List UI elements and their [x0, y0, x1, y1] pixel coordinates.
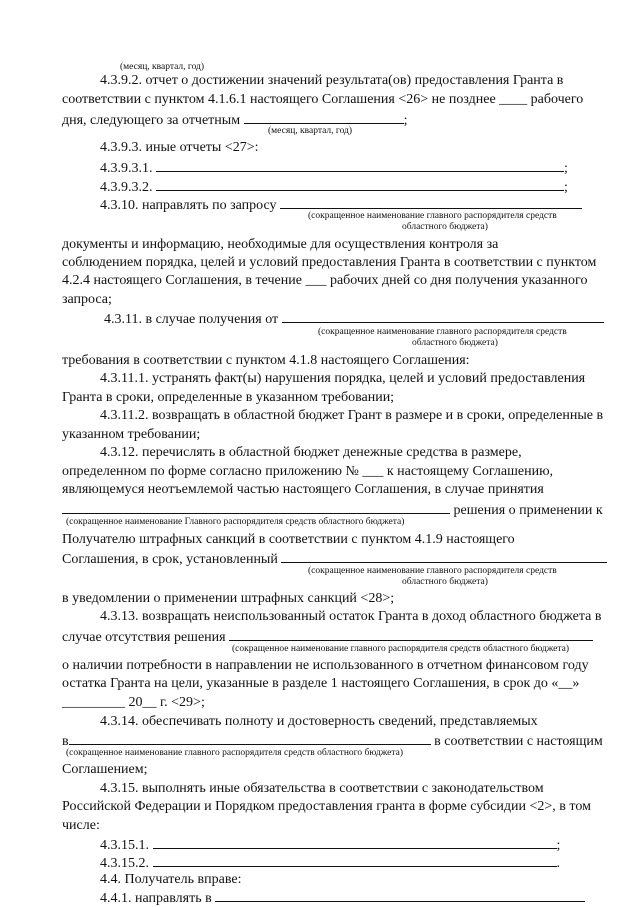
clause-4392-line1: 4.3.9.2. отчет о достижении значений результата(ов) предоставления Гранта в — [100, 73, 564, 88]
caption-gr-full3: (сокращенное наименование главного распорядителя средств областного бюджета) — [66, 748, 404, 758]
clause-4313-line3: о наличии потребности в направлении не использованного в отчетном финансовом году — [62, 658, 589, 673]
clause-4312-line7: в уведомлении о применении штрафных санкций <28>; — [62, 591, 395, 606]
blank-line — [282, 309, 604, 323]
semicolon: ; — [564, 161, 568, 176]
blank-line — [69, 731, 431, 745]
clause-43931 — [100, 158, 568, 177]
clause-43931-label: 4.3.9.3.1. — [100, 161, 153, 176]
clause-4310-line2: документы и информацию, необходимые для осуществления контроля за — [62, 237, 499, 252]
clause-43112-line2: указанном требовании; — [62, 427, 201, 442]
semicolon: ; — [403, 113, 408, 128]
clause-4312-line2: определенном по форме согласно приложению № ___ к настоящему Соглашению, — [62, 464, 554, 479]
clause-4314-line2-a: в — [62, 734, 69, 749]
blank-line — [156, 158, 564, 172]
clause-4310-line3: соблюдением порядка, целей и условий предоставления Гранта в соответствии с пунктом — [62, 255, 597, 270]
blank-line — [156, 177, 564, 191]
clause-4312-line5: Получателю штрафных санкций в соответствии с пунктом 4.1.9 настоящего — [62, 532, 515, 547]
caption-period: (месяц, квартал, год) — [120, 62, 205, 72]
caption-gr-b2: областного бюджета) — [412, 338, 498, 348]
clause-4311 — [104, 309, 604, 328]
semicolon: ; — [564, 180, 568, 195]
clause-4314-line3: Соглашением; — [62, 762, 148, 777]
blank-line — [153, 853, 557, 867]
clause-4315-line2: Российской Федерации и Порядком предоставления гранта в форме субсидии <2>, в том — [62, 799, 591, 814]
clause-43152-label: 4.3.15.2. — [100, 856, 149, 871]
blank-line — [281, 549, 607, 563]
clause-441-label: 4.4.1. направлять в — [100, 891, 212, 906]
clause-4310-line5: запроса; — [62, 292, 112, 307]
caption-gr-a2: (сокращенное наименование главного распорядителя средств — [318, 327, 567, 337]
blank-line — [153, 835, 557, 849]
clause-4315-line1: 4.3.15. выполнять иные обязательства в соответствии с законодательством — [100, 781, 544, 796]
clause-441 — [100, 888, 585, 907]
caption-gr-a: (сокращенное наименование главного распорядителя средств — [308, 211, 557, 221]
period-blank — [244, 110, 404, 124]
clause-4314-line1: 4.3.14. обеспечивать полноту и достоверность сведений, представляемых — [100, 714, 538, 729]
blank-line — [229, 627, 593, 641]
clause-43932 — [100, 177, 568, 196]
clause-4310-label: 4.3.10. направлять по запросу — [100, 198, 277, 213]
clause-4313-line2-text: случае отсутствия решения — [62, 630, 226, 645]
clause-4312-line6-text: Соглашения, в срок, установленный — [62, 552, 278, 567]
caption-period-2: (месяц, квартал, год) — [268, 126, 353, 136]
caption-gr-full2: (сокращенное наименование главного распорядителя средств областного бюджета) — [232, 644, 570, 654]
clause-4393: 4.3.9.3. иные отчеты <27>: — [100, 140, 259, 155]
clause-4392-line2: соответствии с пунктом 4.1.6.1 настоящего Соглашения <26> не позднее ____ рабочего — [62, 92, 584, 107]
clause-4313-line4: остатка Гранта на цели, указанные в разделе 1 настоящего Соглашения, в срок до «__» — [62, 676, 580, 691]
caption-gr-b3: областного бюджета) — [402, 577, 488, 587]
clause-4313-line5: _________ 20__ г. <29>; — [62, 695, 205, 710]
clause-43932-label: 4.3.9.3.2. — [100, 180, 153, 195]
clause-4312-line1: 4.3.12. перечислять в областной бюджет денежные средства в размере, — [100, 445, 522, 460]
semicolon: ; — [556, 838, 561, 853]
clause-4312-line3: являющемуся неотъемлемой частью настоящего Соглашения, в случае принятия — [62, 482, 544, 497]
blank-line — [280, 195, 582, 209]
clause-4392-text: дня, следующего за отчетным — [62, 113, 241, 128]
clause-43112-line1: 4.3.11.2. возвращать в областной бюджет Грант в размере и в сроки, определенные в — [100, 408, 604, 423]
clause-4314-line2-b: в соответствии с настоящим — [434, 734, 603, 749]
clause-4311-label: 4.3.11. в случае получения от — [104, 312, 279, 327]
caption-gr-a3: (сокращенное наименование главного распорядителя средств — [308, 566, 557, 576]
clause-4315-line3: числе: — [62, 818, 100, 833]
clause-4312-line4-text: решения о применении к — [453, 503, 603, 518]
clause-4313-line1: 4.3.13. возвращать неиспользованный остаток Гранта в доход областного бюджета в — [100, 609, 602, 624]
blank-line — [215, 888, 585, 902]
blank-line — [62, 500, 450, 514]
caption-gr-full: (сокращенное наименование Главного распорядителя средств областного бюджета) — [66, 517, 405, 527]
clause-4310-line4: 4.2.4 настоящего Соглашения, в течение ___ рабочих дней со дня получения указанного — [62, 273, 588, 288]
clause-43111-line1: 4.3.11.1. устранять факт(ы) нарушения порядка, целей и условий предоставления — [100, 371, 586, 386]
clause-4311-line2: требования в соответствии с пунктом 4.1.8 настоящего Соглашения: — [62, 353, 470, 368]
clause-4392-line3 — [62, 110, 407, 129]
clause-43151-label: 4.3.15.1. — [100, 838, 149, 853]
clause-43151 — [100, 835, 560, 854]
clause-43111-line2: Гранта в сроки, определенные в указанном требовании; — [62, 390, 395, 405]
caption-gr-b: областного бюджета) — [402, 222, 488, 232]
period-mark: . — [556, 856, 560, 871]
clause-44: 4.4. Получатель вправе: — [100, 872, 242, 887]
clause-43152 — [100, 853, 560, 872]
